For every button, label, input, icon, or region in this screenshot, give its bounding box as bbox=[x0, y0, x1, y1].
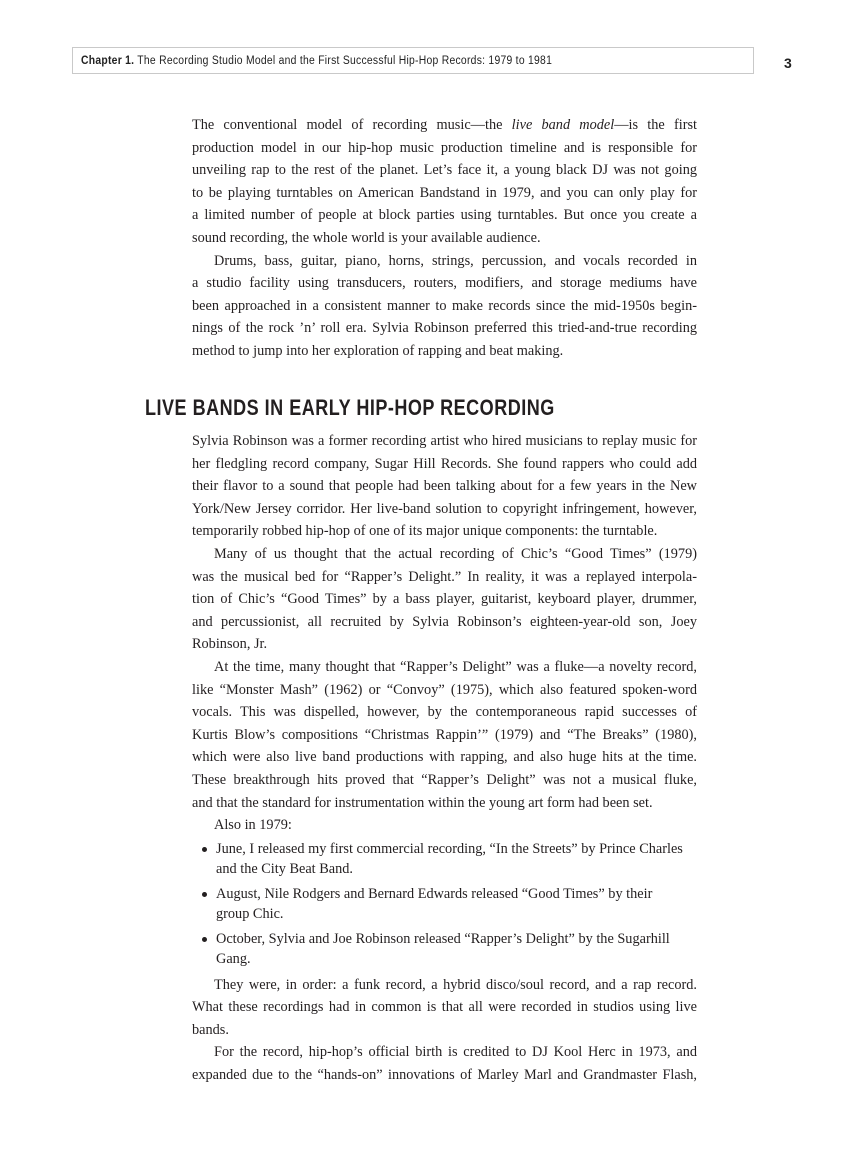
text-line: At the time, many thought that “Rapper’s Delight” was a fluke—a novelty record, bbox=[214, 658, 697, 675]
paragraph bbox=[192, 543, 697, 656]
text-line: unveiling rap to the rest of the planet. Let’s face it, a young black DJ was not going bbox=[192, 162, 697, 179]
paragraph bbox=[192, 114, 697, 250]
paragraph bbox=[192, 814, 697, 837]
text-line: sound recording, the whole world is your available audience. bbox=[192, 229, 541, 246]
text-line: For the record, hip-hop’s official birth is credited to DJ Kool Herc in 1973, and bbox=[214, 1044, 697, 1061]
text-line: tion of Chic’s “Good Times” by a bass player, guitarist, keyboard player, drummer, bbox=[192, 591, 697, 608]
bullet-line: group Chic. bbox=[216, 905, 284, 922]
paragraph bbox=[192, 656, 697, 814]
text-line: production model in our hip-hop music production timeline and is responsible for bbox=[192, 139, 697, 156]
bullet-icon bbox=[202, 892, 207, 897]
emphasis: live band model bbox=[511, 117, 615, 133]
text-line: been approached in a consistent manner to make records since the mid-1950s begin- bbox=[192, 297, 697, 314]
bullet-line: October, Sylvia and Joe Robinson released “Rapper’s Delight” by the Sugarhill bbox=[216, 930, 670, 947]
text-line: and that the standard for instrumentation within the young art form had been set. bbox=[192, 794, 653, 811]
paragraph bbox=[192, 250, 697, 363]
text-line: a limited number of people at block parties using turntables. But once you create a bbox=[192, 207, 697, 224]
text-line: a studio facility using transducers, routers, modifiers, and storage mediums have bbox=[192, 275, 697, 292]
paragraph bbox=[192, 1041, 697, 1086]
text-line: which were also live band productions with rapping, and also huge hits at the time. bbox=[192, 749, 697, 766]
bullet-line: and the City Beat Band. bbox=[216, 860, 353, 877]
paragraph bbox=[192, 430, 697, 543]
bullet-item bbox=[192, 929, 697, 969]
intro-text bbox=[192, 114, 697, 363]
chapter-title: The Recording Studio Model and the First Successful Hip-Hop Records: 1979 to 1981 bbox=[137, 55, 553, 67]
running-header bbox=[72, 47, 754, 74]
bullet-list bbox=[192, 839, 697, 969]
chapter-label: Chapter 1. bbox=[81, 55, 135, 67]
bullet-line: August, Nile Rodgers and Bernard Edwards released “Good Times” by their bbox=[216, 885, 653, 902]
text-line: Kurtis Blow’s compositions “Christmas Rappin’” (1979) and “The Breaks” (1980), bbox=[192, 726, 697, 743]
bullet-item bbox=[192, 884, 697, 924]
bullet-line: Gang. bbox=[216, 950, 251, 967]
bullet-icon bbox=[202, 847, 207, 852]
bullet-line: June, I released my first commercial recording, “In the Streets” by Prince Charles bbox=[216, 840, 683, 857]
text-line: Drums, bass, guitar, piano, horns, strings, percussion, and vocals recorded in bbox=[214, 252, 697, 269]
text-line: York/New Jersey corridor. Her live-band solution to copyright infringement, however, bbox=[192, 500, 697, 517]
text-line: Also in 1979: bbox=[214, 817, 292, 834]
text-line bbox=[192, 114, 697, 137]
bullet-item bbox=[192, 839, 697, 879]
page-number: 3 bbox=[784, 55, 792, 71]
text-run: —is the first bbox=[614, 117, 697, 133]
text-line: temporarily robbed hip-hop of one of its major unique components: the turntable. bbox=[192, 523, 658, 540]
text-line: What these recordings had in common is that all were recorded in studios using live bbox=[192, 999, 697, 1016]
text-line: Robinson, Jr. bbox=[192, 636, 268, 653]
text-line: was the musical bed for “Rapper’s Delight.” In reality, it was a replayed interpola- bbox=[192, 568, 697, 585]
text-line: to be playing turntables on American Bandstand in 1979, and you can only play for bbox=[192, 184, 697, 201]
text-line: nings of the rock ’n’ roll era. Sylvia Robinson preferred this tried-and-true recording bbox=[192, 320, 697, 337]
section-heading: LIVE BANDS IN EARLY HIP-HOP RECORDING bbox=[145, 395, 555, 420]
paragraph bbox=[192, 974, 697, 1042]
bullet-icon bbox=[202, 937, 207, 942]
text-line: their flavor to a sound that people had been talking about for a few years in the New bbox=[192, 478, 697, 495]
text-line: bands. bbox=[192, 1021, 229, 1038]
text-line: expanded due to the “hands-on” innovations of Marley Marl and Grandmaster Flash, bbox=[192, 1067, 697, 1084]
text-line: her fledgling record company, Sugar Hill Records. She found rappers who could add bbox=[192, 455, 697, 472]
text-line: method to jump into her exploration of rapping and beat making. bbox=[192, 342, 564, 359]
text-line: Sylvia Robinson was a former recording artist who hired musicians to replay music for bbox=[192, 433, 697, 449]
section-body bbox=[192, 430, 697, 1087]
text-line: They were, in order: a funk record, a hybrid disco/soul record, and a rap record. bbox=[214, 976, 697, 993]
text-line: and percussionist, all recruited by Sylvia Robinson’s eighteen-year-old son, Joey bbox=[192, 613, 697, 630]
running-header-text bbox=[81, 55, 552, 67]
text-line: These breakthrough hits proved that “Rapper’s Delight” was not a musical fluke, bbox=[192, 771, 697, 788]
text-line: vocals. This was dispelled, however, by the contemporaneous rapid successes of bbox=[192, 704, 697, 721]
text-line: like “Monster Mash” (1962) or “Convoy” (1975), which also featured spoken-word bbox=[192, 681, 697, 698]
text-run: The conventional model of recording music—the bbox=[192, 117, 512, 133]
text-line: Many of us thought that the actual recording of Chic’s “Good Times” (1979) bbox=[214, 545, 697, 562]
